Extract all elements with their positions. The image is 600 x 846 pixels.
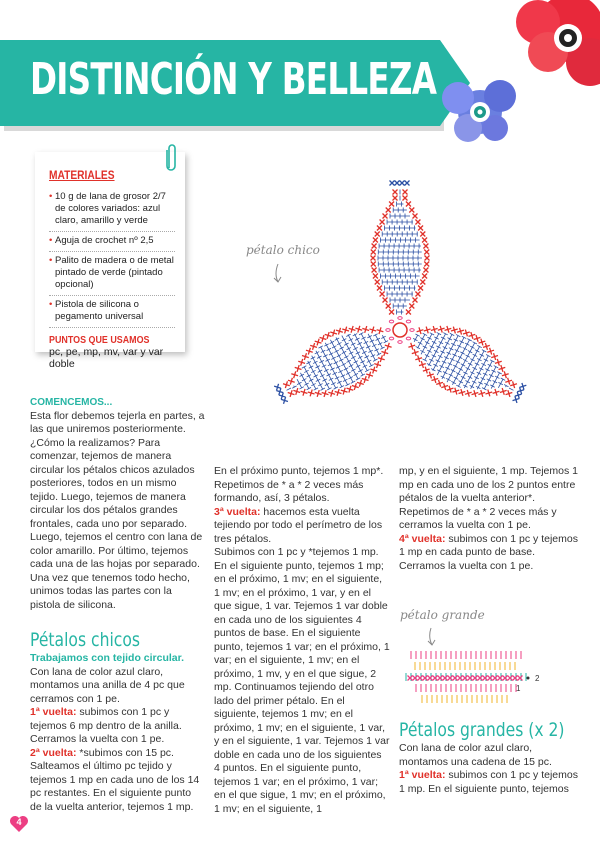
materials-item: • 10 g de lana de grosor 2/7 de colores variados: azul claro, amarillo y verde: [49, 188, 175, 232]
col2-p2: Subimos con 1 pc y *tejemos 1 mp. En el siguiente punto, tejemos 1 mp; en el próximo, 1 mv; en el siguiente, 1 mv; en el próximo, 1 var, y en el que sigue, 1 var. Tejemos 1 var doble en cada uno de los siguientes 4 puntos de base. En el siguiente punto, tejemos 1 var; en el próximo, 1 var; en el siguiente, 1 mv; en el próximo, 1 mv, y en el que sigue, 2 mp. Continuamos tejiendo del otro lado del primer pétalo. En el siguiente, tejemos 1 mv; en el próximo, 1 mv; en el siguiente, 1 var, y en el siguiente, 1 var. Tejemos 1 var doble en cada uno de los siguientes 4 puntos. En el siguiente punto, tejemos 1 var; en el próximo, 1 var; en el que sigue, 1 mv; en el próximo, 1 mv; en el siguiente, 1: [214, 546, 390, 815]
petalos-grandes-p1: Con lana de color azul claro, montamos una cadena de 15 pc.: [399, 742, 552, 768]
round-1-label: 1ª vuelta:: [30, 706, 77, 718]
stitches-heading: PUNTOS QUE USAMOS: [49, 334, 150, 346]
column-2: [214, 465, 390, 816]
round-4-label: 4ª vuelta:: [399, 532, 446, 545]
materials-card: [35, 152, 185, 370]
petalos-chicos-p1: Con lana de color azul claro, montamos una anilla de 4 pc que cerramos con 1 pe.: [30, 665, 185, 705]
round-2-text: *subimos con 15 pc. Salteamos el último pc tejido y tejemos 1 mp en cada uno de los 14 pc restantes. En el siguiente punto de la vuelta anterior, tejemos 1 mp.: [30, 746, 200, 813]
petalos-chicos-heading: Pétalos chicos: [30, 629, 141, 651]
round-1-text: subimos con 1 pc y tejemos 6 mp dentro de la anilla. Cerramos la vuelta con 1 pe.: [30, 706, 182, 745]
title-banner: [0, 40, 440, 126]
petalos-chicos-sub: Trabajamos con tejido circular.: [30, 652, 185, 664]
stitches-list: pc, pe, mp, mv, var y var doble: [49, 346, 164, 370]
large-petal-label: pétalo grande: [400, 608, 485, 622]
page-title: DISTINCIÓN Y BELLEZA: [30, 54, 437, 105]
materials-heading: MATERIALES: [49, 168, 115, 182]
page-number: 4: [9, 815, 29, 833]
round-1: [30, 706, 205, 747]
col2-p1: En el próximo punto, tejemos 1 mp*. Repetimos de * a * 2 veces más formando, así, 3 pétalos.: [214, 465, 384, 504]
round-3-label: 3ª vuelta:: [214, 505, 261, 518]
flowers-illustration: [420, 0, 600, 150]
round-3-text: hacemos esta vuelta tejiendo por todo el perímetro de los tres pétalos.: [214, 505, 383, 545]
materials-item: • Palito de madera o de metal pintado de verde (pintado opcional): [49, 252, 175, 296]
small-petal-diagram: [245, 150, 555, 440]
small-petal-label: pétalo chico: [246, 243, 320, 257]
intro-text: Esta flor debemos tejerla en partes, a las que uniremos posteriormente. ¿Cómo la realizamos? Para comenzar, tejemos de manera circular los pétalos chicos azulados posteriores, todos en un mismo tejido. Luego, tejemos de manera circular los dos pétalos grandes frontales, cada uno por separado. Luego, tejemos el centro con lana de color amarillo. Por último, tejemos cada una de las hojas por separado. Una vez que tenemos todo hecho, unimos todas las partes con la pistola de silicona.: [30, 409, 205, 611]
round-4: [399, 533, 579, 574]
materials-item: • Aguja de crochet nº 2,5: [49, 232, 175, 252]
large-round-1: [399, 769, 581, 796]
large-petal-diagram: [398, 645, 598, 725]
column-3-bottom: [399, 718, 581, 796]
large-round-1-label: 1ª vuelta:: [399, 769, 446, 781]
column-1: [30, 396, 205, 814]
large-round-1-text: subimos con 1 pc y tejemos 1 mp. En el siguiente punto, tejemos: [399, 769, 578, 795]
svg-text:2: 2: [535, 674, 540, 683]
round-3: [214, 506, 390, 547]
round-4-text: subimos con 1 pc y tejemos 1 mp en cada punto de base. Cerramos la vuelta con 1 pe.: [399, 532, 578, 572]
materials-item: • Pistola de silicona o pegamento universal: [49, 296, 175, 328]
column-3: [399, 465, 579, 573]
svg-text:1: 1: [516, 684, 521, 693]
round-2-label: 2ª vuelta:: [30, 746, 77, 759]
col3-p1: mp, y en el siguiente, 1 mp. Tejemos 1 mp en cada uno de los 2 puntos entre pétalos de la vuelta anterior*. Repetimos de * a * 2 veces más y cerramos la vuelta con 1 pe.: [399, 465, 578, 531]
intro-heading: COMENCEMOS...: [30, 397, 113, 408]
round-2: [30, 747, 205, 815]
petalos-grandes-heading: Pétalos grandes (x 2): [399, 719, 565, 741]
paperclip-icon: [166, 142, 178, 172]
materials-list: [49, 188, 175, 328]
